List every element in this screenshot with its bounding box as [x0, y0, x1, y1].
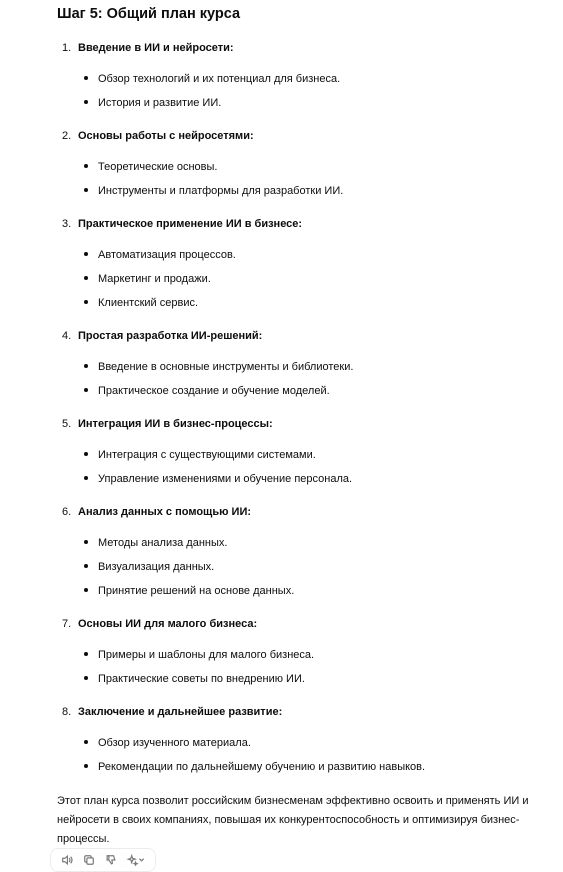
section-title-8: 8. Заключение и дальнейшее развитие: [62, 706, 283, 718]
list-item: Обзор изученного материала. [84, 736, 251, 750]
section-title-4: 4. Простая разработка ИИ-решений: [62, 330, 263, 342]
step-heading: Шаг 5: Общий план курса [57, 6, 241, 22]
list-item: Маркетинг и продажи. [84, 272, 211, 286]
list-item: Методы анализа данных. [84, 536, 227, 550]
list-item: Примеры и шаблоны для малого бизнеса. [84, 648, 314, 662]
list-item: Инструменты и платформы для разработки ИИ. [84, 184, 343, 198]
section-title-2: 2. Основы работы с нейросетями: [62, 130, 254, 142]
section-title-3: 3. Практическое применение ИИ в бизнесе: [62, 218, 303, 230]
list-item: Управление изменениями и обучение персонала. [84, 472, 352, 486]
read-aloud-button[interactable] [57, 850, 77, 870]
list-item: Обзор технологий и их потенциал для бизнеса. [84, 72, 340, 86]
section-title-1: 1. Введение в ИИ и нейросети: [62, 42, 234, 54]
section-title-6: 6. Анализ данных с помощью ИИ: [62, 506, 252, 518]
copy-icon [83, 854, 95, 866]
section-title-7: 7. Основы ИИ для малого бизнеса: [62, 618, 258, 630]
list-item: Клиентский сервис. [84, 296, 198, 310]
copy-button[interactable] [79, 850, 99, 870]
list-item: Автоматизация процессов. [84, 248, 236, 262]
list-item: Принятие решений на основе данных. [84, 584, 294, 598]
dislike-button[interactable] [101, 850, 121, 870]
speaker-icon [61, 854, 73, 866]
list-item: Теоретические основы. [84, 160, 218, 174]
message-actions-bar [50, 848, 156, 872]
section-title-5: 5. Интеграция ИИ в бизнес-процессы: [62, 418, 273, 430]
list-item: Визуализация данных. [84, 560, 214, 574]
list-item: Введение в основные инструменты и библиотеки. [84, 360, 353, 374]
list-item: История и развитие ИИ. [84, 96, 221, 110]
summary-paragraph: Этот план курса позволит российским бизнесменам эффективно освоить и применять ИИ и нейросети в своих компаниях, повышая их конкурентоспособность и оптимизируя бизнес-процессы. [57, 795, 529, 845]
list-item: Практические советы по внедрению ИИ. [84, 672, 305, 686]
thumbs-down-icon [105, 854, 117, 866]
list-item: Практическое создание и обучение моделей. [84, 384, 330, 398]
list-item: Рекомендации по дальнейшему обучению и развитию навыков. [84, 760, 425, 774]
list-item: Интеграция с существующими системами. [84, 448, 316, 462]
regenerate-model-button[interactable] [123, 850, 149, 870]
sparkle-regenerate-icon [126, 854, 146, 866]
